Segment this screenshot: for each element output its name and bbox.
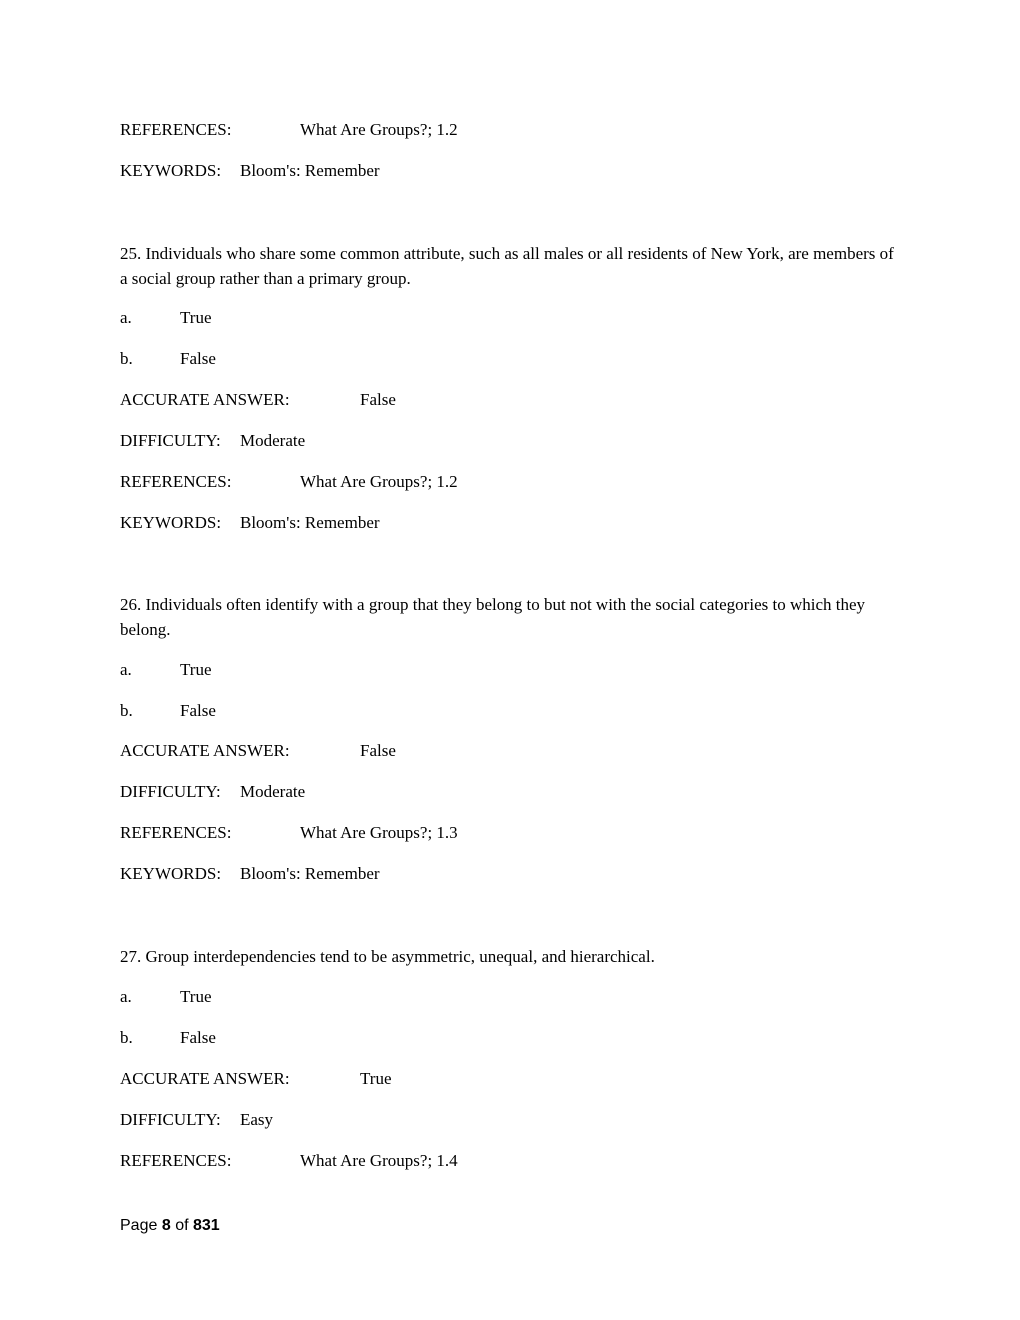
keywords-value: Bloom's: Remember [240,864,380,883]
option-letter: b. [120,1028,133,1047]
references-line [120,472,458,492]
difficulty-line [120,431,306,451]
keywords-label: KEYWORDS: [120,864,222,883]
references-label: REFERENCES: [120,120,232,139]
page-word: Page [120,1217,158,1234]
keywords-value: Bloom's: Remember [240,513,380,532]
option-letter: a. [120,308,132,327]
difficulty-label: DIFFICULTY: [120,431,221,450]
answer-label: ACCURATE ANSWER: [120,1069,290,1088]
references-label: REFERENCES: [120,472,232,491]
option-letter: b. [120,701,133,720]
question-text: 25. Individuals who share some common attribute, such as all males or all residents of New York, are members of a social group rather than a primary group. [120,244,894,288]
references-value: What Are Groups?; 1.2 [300,472,458,491]
keywords-line [120,161,380,181]
total-pages: 831 [192,1217,220,1234]
option-a [120,987,212,1007]
references-value: What Are Groups?; 1.4 [300,1151,458,1170]
difficulty-label: DIFFICULTY: [120,1110,221,1129]
answer-value: False [360,741,396,760]
difficulty-line [120,1110,274,1130]
answer-line [120,1069,392,1089]
difficulty-value: Moderate [240,431,306,450]
answer-value: True [360,1069,392,1088]
option-a [120,308,212,328]
option-text: True [180,308,212,327]
references-line [120,823,458,843]
references-line [120,120,458,140]
question-text: 26. Individuals often identify with a group that they belong to but not with the social categories to which they belong. [120,595,866,639]
answer-label: ACCURATE ANSWER: [120,741,290,760]
option-text: False [180,1028,216,1047]
references-value: What Are Groups?; 1.2 [300,120,458,139]
option-letter: a. [120,660,132,679]
references-line [120,1151,458,1171]
keywords-line [120,513,380,533]
keywords-line [120,864,380,884]
option-text: True [180,987,212,1006]
difficulty-line [120,782,306,802]
answer-line [120,741,396,761]
question-text: 27. Group interdependencies tend to be asymmetric, unequal, and hierarchical. [120,947,655,966]
difficulty-value: Moderate [240,782,306,801]
option-text: False [180,349,216,368]
option-text: True [180,660,212,679]
option-text: False [180,701,216,720]
option-letter: a. [120,987,132,1006]
option-a [120,660,212,680]
keywords-value: Bloom's: Remember [240,161,380,180]
references-value: What Are Groups?; 1.3 [300,823,458,842]
of-word: of [175,1217,189,1234]
answer-label: ACCURATE ANSWER: [120,390,290,409]
keywords-label: KEYWORDS: [120,161,222,180]
difficulty-label: DIFFICULTY: [120,782,221,801]
difficulty-value: Easy [240,1110,274,1129]
references-label: REFERENCES: [120,1151,232,1170]
option-b [120,349,216,369]
page-number: 8 [161,1217,171,1234]
keywords-label: KEYWORDS: [120,513,222,532]
answer-line [120,390,396,410]
references-label: REFERENCES: [120,823,232,842]
option-b [120,701,216,721]
option-b [120,1028,216,1048]
option-letter: b. [120,349,133,368]
page-footer [120,1216,220,1236]
answer-value: False [360,390,396,409]
